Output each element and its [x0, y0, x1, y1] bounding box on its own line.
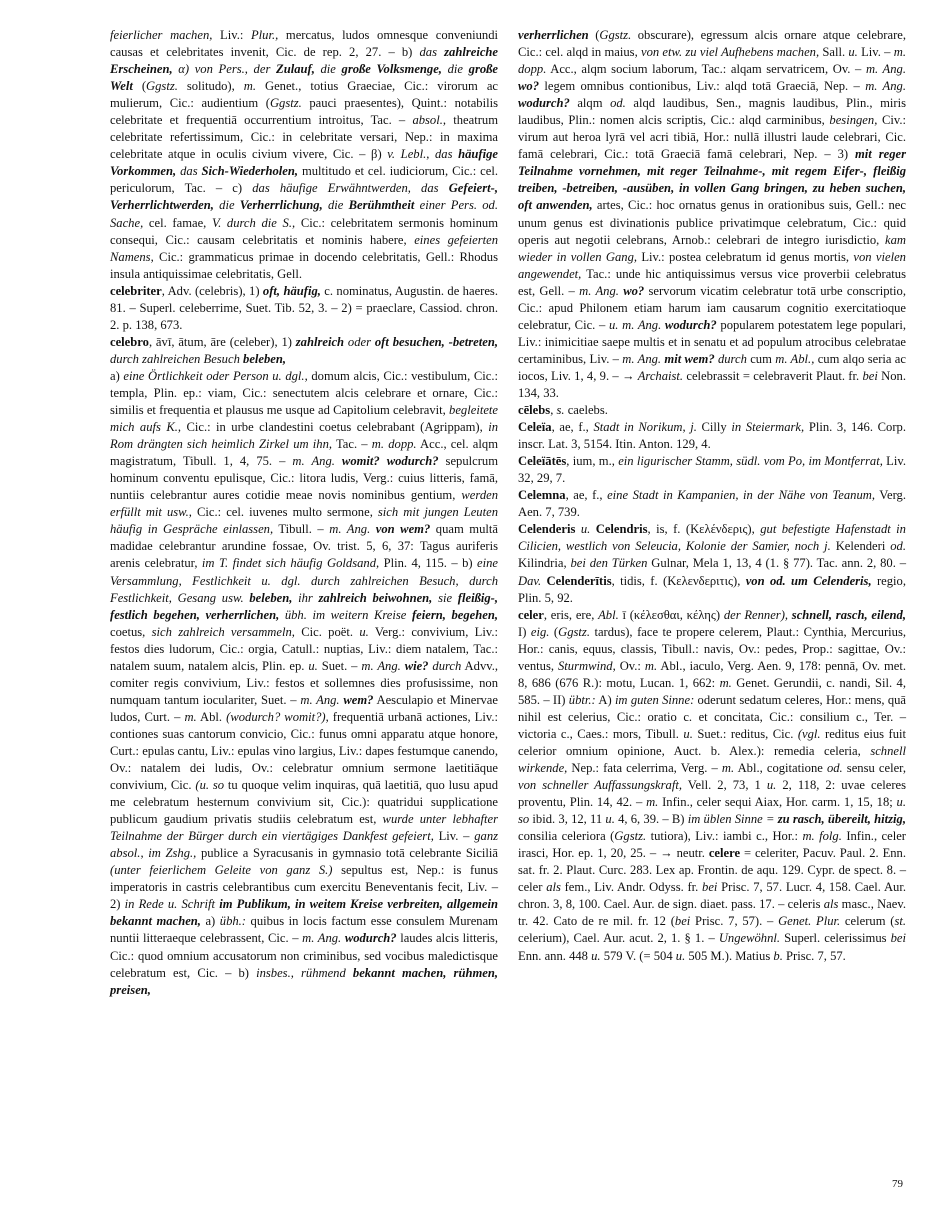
- entry-emphasis: besingen,: [829, 113, 878, 128]
- entry-text: multitudo et cel. iudiciorum, Cic.: cel. periculorum, Tac. – c): [110, 164, 498, 196]
- entry-emphasis: eine Örtlichkeit oder Person u. dgl.,: [123, 368, 308, 383]
- entry-emphasis: schnell, rasch, eilend,: [788, 607, 907, 622]
- entry-text: Cic.: grammaticus primae in docendo celebritatis, Gell.: Rhodus insula antiquissimae celebritatis, Gell.: [110, 249, 498, 281]
- entry-text: (: [588, 28, 600, 42]
- entry-text: a): [110, 368, 124, 383]
- entry-emphasis: (wodurch? womit?),: [226, 709, 329, 724]
- entry-emphasis: im guten Sinne:: [614, 692, 695, 707]
- entry-text: Plin. 3, 146. Corp. inscr. Lat. 3, 5154. Itin. Anton. 129, 4.: [518, 420, 906, 452]
- entry-text: , ae, f.,: [551, 420, 594, 435]
- entry-emphasis: (vgl.: [797, 726, 821, 741]
- entry-emphasis: von vielen angewendet,: [518, 249, 906, 281]
- entry-text: theatrum celebritate refertissimum, Cic.: in celebritate versari, Nep.: in maxima celebritate atque in oculis civium vivere, Cic. – β): [110, 113, 498, 162]
- entry-text: regio, Plin. 5, 92.: [518, 573, 906, 605]
- entry-emphasis: b.: [773, 948, 783, 963]
- entry-emphasis: u.: [308, 658, 318, 673]
- entry-emphasis: sich zahlreich versammeln,: [151, 624, 295, 639]
- entry-emphasis: als: [546, 880, 561, 895]
- entry-emphasis: ein ligurischer Stamm, südl. vom Po, im Montferrat,: [618, 454, 883, 469]
- dictionary-entry: [518, 487, 906, 521]
- entry-emphasis: bei: [674, 914, 691, 929]
- entry-emphasis: Sich-Wiederholen,: [201, 164, 298, 179]
- entry-emphasis: Celeïātēs: [518, 454, 567, 469]
- entry-emphasis: m.: [721, 761, 735, 776]
- entry-emphasis: große Welt: [110, 62, 499, 94]
- entry-emphasis: im T. findet sich häufig Goldsand,: [201, 556, 380, 571]
- entry-text: Non. 134, 33.: [518, 368, 906, 400]
- entry-emphasis: übh.:: [219, 914, 246, 929]
- entry-emphasis: bei den Türken: [570, 556, 648, 571]
- entry-text: consilia celeriora (: [518, 829, 615, 844]
- entry-emphasis: im Publikum, in weitem Kreise verbreiten, allgemein bekannt machen,: [110, 897, 499, 929]
- entry-text: , ae, f.,: [565, 488, 608, 503]
- entry-emphasis: beleben,: [243, 351, 287, 366]
- entry-emphasis: Dav.: [518, 573, 542, 588]
- entry-emphasis: V. durch die S.,: [212, 215, 296, 230]
- entry-emphasis: bei: [890, 931, 906, 946]
- entry-text: Abl.: [196, 709, 227, 724]
- dictionary-entry: [518, 419, 906, 453]
- entry-emphasis: Zulauf,: [276, 62, 315, 77]
- entry-emphasis: celer: [518, 607, 544, 622]
- entry-text: Cic.: in urbe clandestini coetus celebrabant (Agrippam),: [181, 420, 489, 435]
- entry-text: cum: [746, 351, 776, 366]
- entry-text: (: [132, 79, 147, 94]
- entry-text: Tibull. –: [273, 522, 330, 537]
- entry-emphasis: m. Ang.: [292, 454, 335, 469]
- entry-emphasis: ganz absol., im Zshg.,: [110, 829, 499, 861]
- entry-text: celerum (: [840, 914, 895, 929]
- entry-text: celerium), Cael. Aur. acut. 2, 1. § 1. –: [518, 931, 719, 946]
- entry-emphasis: celebriter: [110, 283, 162, 298]
- entry-emphasis: das häufige Erwähntwerden, das: [252, 181, 449, 196]
- entry-emphasis: Stadt in Norikum, j.: [593, 420, 697, 435]
- dictionary-entry: [518, 453, 906, 487]
- entry-emphasis: Ggstz.: [146, 79, 178, 94]
- dictionary-entry: [518, 27, 906, 402]
- entry-emphasis: sie: [432, 590, 458, 605]
- entry-emphasis: bei: [702, 880, 718, 895]
- dictionary-entry: [110, 334, 498, 368]
- entry-emphasis: mit reger Teilnahme vornehmen, mit reger Teilnahme-, mit regem Eifer-, fleißig treiben, -betreiben, -ausüben, in vollen Gang bringen, zu heben suchen, oft anwenden,: [518, 147, 906, 213]
- entry-emphasis: bei: [862, 368, 878, 383]
- entry-emphasis: u.: [591, 948, 601, 963]
- entry-emphasis: u. m. Ang.: [608, 317, 662, 332]
- entry-text: , ium, m.,: [566, 454, 619, 469]
- entry-text: cum alqo seria ac iocos, Liv. 1, 4, 9. –: [518, 351, 906, 383]
- entry-text: Genet., totius Graeciae, Cic.: virorum ac mulierum, Cic.: audientium (: [110, 79, 498, 111]
- entry-emphasis: celere: [708, 846, 741, 861]
- entry-text: (: [549, 624, 559, 639]
- entry-text: Genet. Gerundii, c. nandi, Sil. 4, 585. – II): [518, 675, 906, 707]
- entry-text: caelebs.: [564, 403, 608, 418]
- entry-emphasis: → Archaist.: [622, 368, 684, 383]
- entry-emphasis: Celenderis: [518, 522, 576, 537]
- entry-text: = celeriter, Pacuv. Paul. 2. Enn. sat. fr. 2. Plaut. Curc. 283. Lex ap. Frontin. de aqu. 129. Cypr. de spect. 8. – celer: [518, 846, 907, 895]
- entry-emphasis: od.: [610, 96, 626, 111]
- entry-text: servorum vicatim celebratur totā urbe conscriptio, Cic.: apud Philonem etiam harum iam causarum cognitio exercitatioque celebratur, Cic. –: [518, 283, 906, 332]
- entry-emphasis: Berühmtheit: [348, 198, 415, 213]
- entry-emphasis: u.: [359, 624, 369, 639]
- entry-emphasis: übtr.:: [568, 692, 596, 707]
- entry-emphasis: u.: [675, 948, 686, 963]
- entry-text: publice a Syracusanis in gymnasio totā celebrante Siciliā: [196, 846, 498, 861]
- entry-emphasis: wo?: [518, 79, 539, 94]
- entry-text: Enn. ann. 448: [518, 948, 592, 963]
- entry-text: Sall.: [819, 45, 849, 60]
- entry-emphasis: beleben,: [243, 590, 293, 605]
- entry-emphasis: die: [322, 198, 349, 213]
- entry-text: Vell. 2, 73, 1: [682, 778, 767, 793]
- entry-text: Liv. –: [433, 829, 475, 844]
- entry-emphasis: von wem?: [370, 522, 431, 537]
- entry-text: , tidis, f. (Κελενδεριτις),: [611, 573, 746, 588]
- entry-text: Cic. poët.: [294, 624, 360, 639]
- entry-text: , āvī, ātum, āre (celeber), 1): [148, 334, 296, 349]
- entry-text: Cilly: [696, 420, 732, 435]
- entry-emphasis: durch: [714, 351, 747, 366]
- entry-text: Liv.:: [212, 28, 251, 42]
- entry-text: Verg. Aen. 7, 739.: [518, 488, 906, 520]
- entry-emphasis: Ggstz.: [599, 28, 632, 42]
- entry-text: solitudo),: [177, 79, 244, 94]
- entry-emphasis: wurde unter lebhafter Teilnahme der Bürger durch ein viertägiges Dankfest gefeiert,: [110, 812, 498, 844]
- entry-emphasis: eine Versammlung, Festlichkeit u. dgl. durch zahlreichen Besuch, durch Festlichkeit, Gesang usw.: [110, 556, 498, 605]
- entry-emphasis: von od. um Celenderis,: [745, 573, 872, 588]
- entry-text: 505 M.). Matius: [685, 948, 774, 963]
- entry-emphasis: oft besuchen, -betreten,: [374, 334, 498, 349]
- entry-emphasis: die: [314, 62, 342, 77]
- entry-emphasis: in Steiermark,: [731, 420, 805, 435]
- dictionary-entry: [518, 521, 906, 606]
- entry-emphasis: gut befestigte Hafenstadt in Cilicien, westlich von Seleucia, Kolonie der Samier, noch j.: [518, 522, 906, 554]
- entry-emphasis: mit wem?: [661, 351, 715, 366]
- entry-emphasis: absol.,: [412, 113, 447, 128]
- entry-emphasis: verherrlichen: [518, 28, 589, 42]
- entry-emphasis: Abl.: [598, 607, 619, 622]
- entry-text: sepulcrum hominum conventu epulisque, Cic.: litora ludis, Verg.: cuius litteris, famā, nuntiis celebrantur aures cotidie meae novis nominibus gentium,: [110, 454, 499, 503]
- entry-text: Liv.: postea celebratum id genus mortis,: [637, 249, 854, 264]
- entry-text: masc., Naev. tr. 42. Cato de re mil. fr. 12 (: [518, 897, 906, 929]
- entry-emphasis: wodurch?: [518, 96, 570, 111]
- entry-emphasis: fleißig-, festlich begehen, verherrlichen,: [110, 590, 498, 622]
- entry-text: artes, Cic.: hoc ornatus genus in orationibus suis, Gell.: nec unum genus est divinationis publice privatimque celebratum, Cic.: quid operis aut negotii celebrans, Arnob.: celebrari de integro iurisdictio,: [518, 198, 906, 247]
- entry-emphasis: eines gefeierten Namens,: [110, 232, 498, 264]
- entry-emphasis: m. Ang.: [300, 692, 340, 707]
- entry-text: I): [518, 624, 531, 639]
- entry-emphasis: m.: [644, 658, 658, 673]
- entry-text: cel. famae,: [143, 215, 212, 230]
- entry-emphasis: große Volksmenge,: [341, 62, 442, 77]
- entry-text: coetus,: [110, 624, 152, 639]
- entry-emphasis: feiern, begehen,: [411, 607, 498, 622]
- entry-emphasis: od.: [826, 761, 843, 776]
- entry-emphasis: Ggstz.: [614, 829, 647, 844]
- entry-emphasis: (u. so: [195, 778, 225, 793]
- entry-text: , Adv. (celebris), 1): [161, 283, 263, 298]
- entry-emphasis: Verherrlichung,: [239, 198, 323, 213]
- entry-text: a): [200, 914, 220, 929]
- entry-emphasis: eine Stadt in Kampanien, in der Nähe von Teanum,: [607, 488, 875, 503]
- entry-text: Liv. –: [857, 45, 894, 60]
- entry-emphasis: Celemna: [518, 488, 566, 503]
- entry-emphasis: von schneller Auffassungskraft,: [518, 778, 682, 793]
- dictionary-entry: [518, 402, 906, 419]
- entry-emphasis: u.: [605, 812, 615, 827]
- entry-emphasis: st.: [894, 914, 906, 929]
- entry-emphasis: eig.: [530, 624, 550, 639]
- entry-emphasis: Celeïa: [518, 420, 552, 435]
- entry-emphasis: u.: [848, 45, 858, 60]
- entry-emphasis: Plur.,: [250, 28, 279, 42]
- entry-text: Ov.:: [615, 658, 645, 673]
- entry-text: , eris, ere,: [543, 607, 599, 622]
- entry-text: pauci praesentes), Quint.: notabilis celebritate et frequentiā occurrentium introitus, Tac. –: [110, 96, 498, 128]
- entry-text: , is, f. (Κελένδερις),: [647, 522, 761, 537]
- entry-text: legem omnibus contionibus, Liv.: alqd totā Graeciā, Nep. –: [539, 79, 866, 94]
- entry-emphasis: m. Ang.: [865, 62, 906, 77]
- entry-text: Tac. –: [332, 437, 372, 452]
- entry-text: laudes alcis litteris, Cic.: quod omnium accusatorum non criminibus, sed vocibus maledictisque celebratum est, Cic. – b): [110, 931, 498, 980]
- entry-text: Abl., iaculo, Verg. Aen. 9, 178: pennā, Ov. met. 8, 686 (676 R.): motu, Lucan. 1, 662:: [518, 658, 906, 690]
- entry-emphasis: Ggstz.: [558, 624, 590, 639]
- entry-emphasis: zahlreich beiwohnen,: [318, 590, 433, 605]
- entry-text: ī (κέλεσθαι, κέλης): [618, 607, 724, 622]
- entry-text: Kelenderi: [830, 539, 891, 554]
- entry-emphasis: cēlebs: [518, 403, 551, 418]
- entry-emphasis: v. Lebl., das: [387, 147, 459, 162]
- entry-emphasis: Celendris: [595, 522, 648, 537]
- entry-text: sepultus est, Nep.: is funus imperatoris in castris celebrantibus cum exercitu Beneventanis fecit, Liv. – 2): [110, 863, 498, 912]
- entry-emphasis: zahlreich: [295, 334, 345, 349]
- entry-emphasis: m.: [646, 795, 659, 810]
- entry-emphasis: m. Abl.,: [775, 351, 815, 366]
- entry-text: Infin., celer sequi Aiax, Hor. carm. 1, 15, 18;: [658, 795, 897, 810]
- entry-text: Superl. celerissimus: [780, 931, 891, 946]
- entry-text: Tac.: unde hic antiquissimus versus vice proverbii celebratus est, Gell. –: [518, 266, 906, 298]
- entry-emphasis: m. Ang.: [361, 658, 401, 673]
- entry-emphasis: ihr: [292, 590, 319, 605]
- entry-emphasis: m. dopp.: [518, 45, 906, 77]
- entry-emphasis: m.: [243, 79, 257, 94]
- entry-emphasis: Celenderītis: [541, 573, 612, 588]
- dictionary-entry: [110, 27, 498, 283]
- entry-text: reditus eius fuit celerior omnium opinione, Auct. b. Alex.): remedia celeria,: [518, 726, 906, 758]
- entry-text: ,: [550, 403, 557, 418]
- entry-text: quam multā madidae celebrantur arundine fossae, Ov. trist. 5, 6, 37: Tagus auriferis arenis celebratur,: [110, 522, 498, 571]
- entry-emphasis: zu rasch, übereilt, hitzig,: [774, 812, 906, 827]
- entry-emphasis: Gefeiert-, Verherrlichtwerden,: [110, 181, 498, 213]
- entry-emphasis: feierlicher machen,: [110, 28, 213, 42]
- entry-emphasis: kam wieder in vollen Gang,: [518, 232, 906, 264]
- entry-text: Abl., cogitatione: [734, 761, 827, 776]
- entry-text: Verg.: convivium, Liv.: festos dies ludorum, Cic.: orgia, Catull.: nuptias, Liv.: diem natalem, Tac.: natalem suum, natalem alcis, Plin. ep.: [110, 624, 498, 673]
- entry-emphasis: oft, häufig,: [262, 283, 321, 298]
- entry-text: Prisc. 7, 57). –: [690, 914, 779, 929]
- entry-text: Acc., cel. alqm magistratum, Tibull. 1, 4, 75. –: [110, 437, 498, 469]
- entry-text: Prisc. 7, 57. Lucr. 4, 158. Cael. Aur. chron. 3, 8, 100. Cael. Aur. de sign. diaet. pass. 17. – celeris: [518, 880, 906, 912]
- entry-emphasis: zahlreiche Erscheinen,: [110, 45, 498, 77]
- entry-text: Acc., alqm socium laborum, Tac.: alqam servatricem, Ov. –: [546, 62, 866, 77]
- entry-emphasis: oder: [344, 334, 375, 349]
- entry-text: Aesculapio et Minervae ludos, Curt. –: [110, 692, 498, 724]
- entry-text: popularem potestatem lege populari, Liv.: inimicitiae saepe multis et in senatu et ad populum atrocibus celebratae certaminibus, Liv. –: [518, 317, 906, 366]
- entry-emphasis: celebro: [110, 334, 149, 349]
- entry-emphasis: Sturmwind,: [558, 658, 616, 673]
- entry-emphasis: m. Ang.: [622, 351, 662, 366]
- entry-text: 4, 6, 39. – B): [614, 812, 688, 827]
- left-column: [110, 27, 498, 999]
- entry-emphasis: durch: [428, 658, 462, 673]
- dictionary-entry: [110, 368, 498, 999]
- page-number: 79: [892, 1178, 903, 1190]
- entry-emphasis: insbes., rühmend: [256, 965, 353, 980]
- dictionary-entry: [518, 607, 906, 965]
- entry-emphasis: s.: [556, 403, 565, 418]
- entry-emphasis: u.: [575, 522, 596, 537]
- entry-emphasis: von etw. zu viel Aufhebens machen,: [640, 45, 820, 60]
- entry-emphasis: als: [823, 897, 839, 912]
- entry-emphasis: (unter feierlichem Geleite von ganz S.): [110, 863, 333, 878]
- entry-emphasis: wo?: [618, 283, 645, 298]
- entry-text: Nep.: fata celerrima, Verg. –: [567, 761, 722, 776]
- entry-emphasis: m. dopp.: [371, 437, 417, 452]
- entry-emphasis: m. Ang.: [302, 931, 342, 946]
- entry-emphasis: das: [176, 164, 202, 179]
- entry-text: Cic.: celebritatem sermonis hominum consequi, Cic.: causam celebritatis et nominis habere,: [110, 215, 498, 247]
- entry-text: Kilindria,: [518, 556, 571, 571]
- entry-text: oderunt sedatum celeres, Hor.: mens, quā nihil est celerius, Cic.: oratio c. et concitata, Cic.: consilium c., Ter. – victoria c., Caes.: mors, Tibull.: [518, 692, 907, 741]
- entry-text: sensu celer,: [842, 761, 907, 776]
- entry-emphasis: m. Ang.: [579, 283, 619, 298]
- entry-emphasis: der Renner),: [723, 607, 789, 622]
- entry-emphasis: übh. im weitern Kreise: [279, 607, 412, 622]
- dictionary-entry: [110, 283, 498, 334]
- entry-emphasis: begleitete mich aufs K.,: [110, 403, 498, 435]
- entry-text: Civ.: virum aut heroa lyrā vel acri tibiā, Hor.: nullā illustri laude celebrari, Cic. famā celebrari, Cic.: totā Graeciā famā celebrari, Nep. – 3): [518, 113, 906, 162]
- entry-text: domum alcis, Cic.: vestibulum, Cic.: templa, Plin. ep.: viam, Cic.: senectutem alcis celebrare et ornare, Cic.: similis et frequentia et plausus me usque ad Capitolium celebravit,: [110, 368, 499, 418]
- entry-emphasis: häufige Vorkommen,: [110, 147, 498, 179]
- entry-text: frequentiā urbanā actiones, Liv.: contiones suas cantorum convicio, Cic.: funus omni apparatu atque honore, Curt.: epulas cantu, Liv.: epulas vino largius, Liv.: dapes festumque canendo, Ov.: natalem dei ludis, Ov.: celebratur omnium sermone laetitiāque convivium, Cic.: [110, 709, 498, 793]
- entry-text: Plin. 4, 115. – b): [379, 556, 478, 571]
- entry-emphasis: m.: [719, 675, 732, 690]
- entry-text: fem., Liv. Andr. Odyss. fr.: [560, 880, 703, 895]
- entry-emphasis: in Rede u. Schrift: [124, 897, 220, 912]
- entry-emphasis: m. Ang.: [329, 522, 371, 537]
- entry-emphasis: einer Pers. od. Sache,: [110, 198, 498, 230]
- entry-text: Cic.: cel. iuvenes multo sermone,: [191, 505, 378, 520]
- entry-emphasis: m. folg.: [802, 829, 842, 844]
- entry-emphasis: das: [419, 45, 445, 60]
- entry-emphasis: wodurch?: [661, 317, 717, 332]
- entry-emphasis: bekannt machen, rühmen, preisen,: [110, 965, 498, 997]
- entry-emphasis: die: [213, 198, 240, 213]
- entry-emphasis: in Rom drängten sich heimlich Zirkel um ihn,: [110, 420, 499, 452]
- entry-text: quibus in locis factum esse consulem Murenam nuntii litteraeque celebrassent, Cic. –: [110, 914, 498, 946]
- entry-text: Liv. 32, 29, 7.: [518, 454, 906, 486]
- entry-emphasis: durch zahlreichen Besuch: [110, 351, 244, 366]
- entry-emphasis: wem?: [339, 692, 374, 707]
- entry-text: A): [595, 692, 615, 707]
- entry-emphasis: die: [441, 62, 469, 77]
- entry-emphasis: u.: [766, 778, 777, 793]
- entry-text: Infin., celer irasci, Hor. ep. 1, 20, 25. – → neutr.: [518, 829, 906, 861]
- entry-text: c. nominatus, Augustin. de haeres. 81. – Superl. celeberrime, Suet. Tib. 52, 3. – 2) = praeclare, Cassiod. chron. 2. p. 138, 673.: [110, 283, 498, 332]
- entry-emphasis: wie?: [400, 658, 429, 673]
- entry-text: mercatus, ludos omnesque conveniundi causas et celebritates invenit, Cic. de rep. 2, 27. – b): [110, 28, 498, 60]
- entry-emphasis: werden erfüllt mit usw.,: [110, 488, 498, 520]
- entry-text: 2, 118, 2: uvae celeres proventu, Plin. 14, 42. –: [518, 778, 907, 810]
- entry-emphasis: od.: [890, 539, 906, 554]
- entry-emphasis: m.: [184, 709, 197, 724]
- entry-emphasis: u.: [683, 726, 693, 741]
- entry-text: 579 V. (= 504: [600, 948, 676, 963]
- entry-emphasis: schnell wirkende,: [518, 743, 906, 776]
- entry-text: tu quoque velim inquiras, quā laetitiā, quo lusu apud me celebratum hesternum convivium sit, Cic.): quatridui supplicatione publicum gaudium privatis studiis celebratum est,: [110, 778, 498, 827]
- entry-text: Suet.: reditus, Cic.: [692, 726, 798, 741]
- entry-text: obscurare), egressum alcis ornare atque celebrare, Cic.: cel. alqd in maius,: [518, 28, 906, 60]
- entry-text: ibid. 3, 12, 11: [529, 812, 606, 827]
- entry-emphasis: wodurch?: [341, 931, 397, 946]
- entry-emphasis: sich mit jungen Leuten häufig in Gespräche einlassen,: [110, 505, 498, 537]
- entry-emphasis: Genet. Plur.: [778, 914, 841, 929]
- entry-text: alqm: [569, 96, 611, 111]
- entry-text: Advv., comiter regis convivium, Liv.: festos et sollemnes dies profusissime, non numquam tantum ioculariter, Suet. –: [110, 658, 499, 707]
- entry-text: Suet. –: [317, 658, 362, 673]
- right-column: [518, 27, 906, 965]
- entry-text: tardus), face te propere celerem, Plaut.: Cynthia, Mercurius, Hor.: canis, equus, classis, Tibull.: navis, Ov.: pedes, Prop.: sagittae, Ov.: ventus,: [518, 624, 906, 673]
- entry-emphasis: Ggstz.: [269, 96, 302, 111]
- entry-emphasis: α) von Pers., der: [172, 62, 276, 77]
- entry-emphasis: Ungewöhnl.: [718, 931, 781, 946]
- entry-emphasis: im üblen Sinne =: [687, 812, 775, 827]
- entry-emphasis: m. Ang.: [865, 79, 906, 94]
- entry-text: Gulnar, Mela 1, 13, 4 (1. § 77). Tac. ann. 2, 80. –: [647, 556, 907, 571]
- entry-text: alqd laudibus, Sen., magnis laudibus, Plin., miris laudibus, Plin.: nomen alcis scriptis, Cic.: alqd carminibus,: [518, 96, 907, 128]
- entry-text: tutiora), Liv.: iambi c., Hor.:: [646, 829, 803, 844]
- entry-emphasis: womit? wodurch?: [334, 454, 439, 469]
- entry-emphasis: u. so: [518, 795, 906, 827]
- entry-text: celebrassit = celebraverit Plaut. fr.: [683, 368, 863, 383]
- entry-text: Prisc. 7, 57.: [782, 948, 846, 963]
